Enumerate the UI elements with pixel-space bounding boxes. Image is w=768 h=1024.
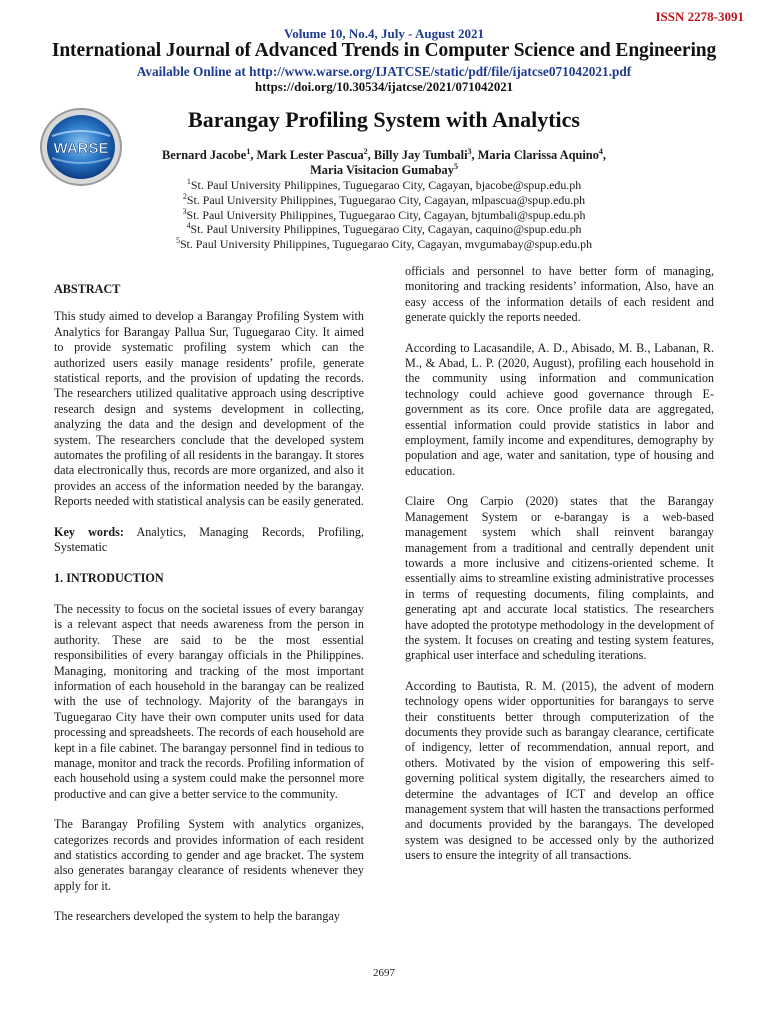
- issn-label: ISSN 2278-3091: [655, 9, 744, 24]
- affiliation-text: St. Paul University Philippines, Tuguegarao City, Cagayan, caquino@spup.edu.ph: [190, 222, 582, 237]
- introduction-heading: 1. INTRODUCTION: [54, 570, 164, 585]
- volume-line: Volume 10, No.4, July - August 2021: [284, 26, 484, 41]
- author-affiliation-mark: 4: [598, 146, 603, 156]
- affiliation-mark: 4: [186, 221, 191, 231]
- affiliation-text: St. Paul University Philippines, Tuguegarao City, Cagayan, bjtumbali@spup.edu.ph: [186, 207, 586, 222]
- author-name: Billy Jay Tumbali: [373, 148, 468, 162]
- affiliation-line: [120, 178, 648, 193]
- affiliation-line: [120, 237, 648, 252]
- right-paragraph-2: According to Lacasandile, A. D., Abisado, M. B., Labanan, R. M., & Abad, L. P. (2020, August), profiling each household in the community using information and communication technology could achieve good governance through E-government as its core. Once profile data are aggregated, essential information could provide statistics in labor and employment, family income and expenditures, demography by population and age, water and sanitation, type of housing and education.: [405, 340, 714, 478]
- affiliation-mark: 3: [182, 206, 187, 216]
- author-name: Maria Visitacion Gumabay: [310, 162, 454, 177]
- available-online-link[interactable]: Available Online at http://www.warse.org/IJATCSE/static/pdf/file/ijatcse071042021.pdf: [136, 64, 632, 79]
- journal-title: International Journal of Advanced Trends in Computer Science and Engineering: [51, 40, 717, 61]
- abstract-text: This study aimed to develop a Barangay Profiling System with Analytics for Barangay Pallua Sur, Tuguegarao City. It aimed to provide systematic profiling system which can the authorized users easily manage residents’ profile, generate statistical reports, and the provision of updating the records. The researchers utilized qualitative approach using descriptive research design and systems development in collecting, analyzing the data and the design and development of the system. The researchers conclude that the developed system automates the profiling of all residents in the barangay. It stores data electronically thus, records are more organized, and also it provides an access of the information needed by the barangay. Reports needed with statistical analysis can be easily generated.: [54, 309, 364, 509]
- left-column: [54, 282, 364, 940]
- author-affiliation-mark: 5: [453, 161, 458, 171]
- author-name: Mark Lester Pascua: [256, 148, 364, 162]
- affiliation-text: St. Paul University Philippines, Tuguegarao City, Cagayan, bjacobe@spup.edu.ph: [190, 178, 582, 192]
- author-affiliation-mark: 1: [246, 146, 251, 156]
- paper-title: Barangay Profiling System with Analytics: [188, 107, 580, 132]
- introduction-paragraph-1: The necessity to focus on the societal issues of every barangay is a relevant aspect that needs awareness from the person in authority. These are said to be the most essential responsibilities of every barangay officials in the Philippines. Managing, monitoring and tracking of the most important information of each household in the barangay can be realized with the use of technology. Majority of the barangays in Tuguegarao City have their own computer units used for data processing and spreadsheets. The records of each household are kept in a file cabinet. The barangay personnel find in tedious to manage, monitor and track the records. Profiling information of each household using a system could make the personnel more productive and can give a better service to the community.: [54, 601, 364, 801]
- right-column: [405, 264, 714, 879]
- keywords-label: Key words:: [54, 524, 124, 539]
- introduction-paragraph-2: The Barangay Profiling System with analytics organizes, categorizes records and provides information of each resident and statistics according to gender and age bracket. The system also generates barangay clearance of residents whenever they apply for it.: [54, 817, 364, 893]
- affiliation-mark: 5: [175, 236, 180, 246]
- affiliation-text: St. Paul University Philippines, Tuguegarao City, Cagayan, mlpascua@spup.edu.ph: [186, 192, 586, 207]
- page-number: 2697: [373, 967, 395, 979]
- author-name: Bernard Jacobe: [161, 148, 247, 162]
- affiliation-mark: 2: [182, 191, 187, 201]
- affiliations: [120, 178, 648, 252]
- author-affiliation-mark: 3: [467, 146, 472, 156]
- author-name: Maria Clarissa Aquino: [477, 148, 599, 162]
- authors: Bernard Jacobe$^1$, Mark Lester Pascua$^2$, Billy Jay Tumbali$^3$, Maria Clarissa Aquino$^4$, Maria Visitacion Gumabay$^5$: [161, 146, 606, 177]
- affiliation-text: St. Paul University Philippines, Tuguegarao City, Cagayan, mvgumabay@spup.edu.ph: [179, 237, 593, 252]
- right-paragraph-4: According to Bautista, R. M. (2015), the advent of modern technology opens wider opportunities for barangays to serve their constituents better through computerization of the documents they provide such as barangay clearance, certificate of indigency, letter of recommendation, annual report, and others. Motivated by the vision of empowering this self-governing political system digitally, the researchers aimed to determine the advantages of ICT and develop an office management system that will hasten the transactions performed and documents provided by the barangays. The developed system was designed to be accessed only by the authorized users to ensure the integrity of all transactions.: [405, 678, 714, 863]
- keywords: [54, 525, 364, 556]
- keywords-list: Analytics, Managing Records, Profiling, Systematic: [54, 524, 364, 555]
- right-paragraph-1: officials and personnel to have better form of managing, monitoring and tracking residents’ information, Also, have an easy access of the information details of each resident and generate quickly the reports needed.: [405, 264, 714, 325]
- doi-link[interactable]: https://doi.org/10.30534/ijatcse/2021/071042021: [254, 80, 514, 94]
- right-paragraph-3: Claire Ong Carpio (2020) states that the Barangay Management System or e-barangay is a web-based management system which shall reinvent barangay management from a traditional and centrally dependent unit towards a more inclusive and citizens-oriented scheme. It essentially aims to streamline existing administrative processes in terms of requesting documents, filing complaints, and generating apt and accurate local statistics. The researchers have adopted the prototype methodology in the development of the system. It focuses on creating and testing system features, graphical user interface and scheduling iterations.: [405, 494, 714, 663]
- abstract-heading: ABSTRACT: [54, 282, 121, 296]
- svg-text:WARSE: WARSE: [53, 140, 109, 157]
- affiliation-line: [120, 208, 648, 223]
- affiliation-line: [120, 222, 648, 237]
- author-affiliation-mark: 2: [363, 146, 368, 156]
- introduction-paragraph-3: The researchers developed the system to help the barangay: [54, 909, 340, 924]
- affiliation-line: [120, 193, 648, 208]
- affiliation-mark: 1: [186, 177, 191, 187]
